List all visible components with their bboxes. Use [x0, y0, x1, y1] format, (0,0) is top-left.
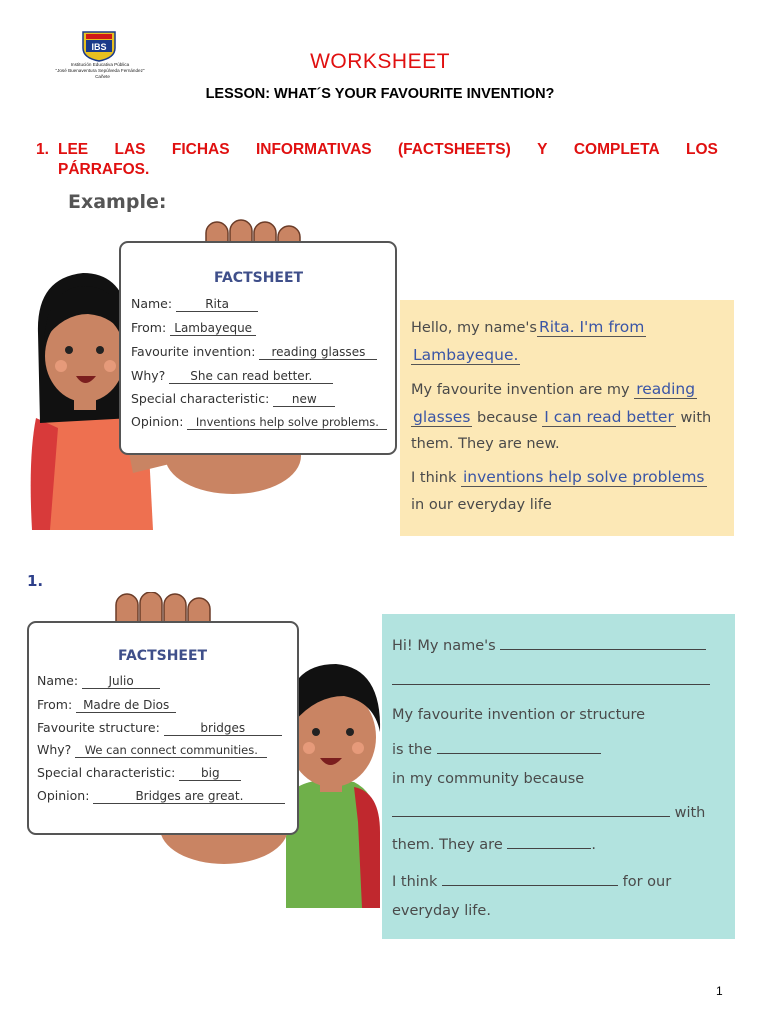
instruction-word: LAS — [114, 141, 146, 158]
exercise-line-3 — [392, 739, 601, 758]
school-name-line2: "José Buenaventura Sepúlveda Fernández" — [55, 68, 145, 73]
example-factsheet-title: FACTSHEET — [214, 270, 304, 286]
field-value: Madre de Dios — [76, 698, 176, 713]
exercise-factsheet-structure — [37, 720, 282, 736]
example-line-2 — [411, 346, 520, 364]
field-value: Rita — [176, 297, 258, 312]
field-value: Bridges are great. — [93, 789, 285, 804]
answer-blank[interactable] — [500, 635, 706, 650]
answer-blank[interactable] — [392, 802, 670, 817]
example-line-1 — [411, 318, 646, 336]
example-line-3 — [411, 380, 697, 398]
instruction-word: COMPLETA — [573, 141, 660, 158]
exercise-factsheet-title: FACTSHEET — [118, 648, 208, 664]
instruction-word: INFORMATIVAS — [255, 141, 372, 158]
answer-blank[interactable] — [437, 739, 601, 754]
instruction-line2: PÁRRAFOS. — [58, 161, 150, 178]
example-factsheet-why — [131, 368, 333, 384]
filled-answer: inventions help solve problems — [463, 468, 705, 486]
field-value: We can connect communities. — [75, 743, 267, 758]
filled-answer: reading — [636, 380, 696, 398]
exercise-line-5 — [392, 802, 705, 821]
example-factsheet-name — [131, 296, 258, 312]
field-value: Lambayeque — [170, 321, 256, 336]
exercise-line-8: everyday life. — [392, 903, 491, 919]
exercise-line-6 — [392, 834, 596, 853]
example-factsheet-from — [131, 320, 256, 336]
worksheet-title: WORKSHEET — [310, 50, 450, 73]
field-label: Why? — [37, 742, 72, 757]
field-value: bridges — [164, 721, 282, 736]
answer-blank[interactable] — [442, 871, 618, 886]
instruction-word: (FACTSHEETS) — [397, 141, 511, 158]
exercise-number: 1. — [27, 572, 44, 590]
paragraph-text: for our — [622, 874, 672, 890]
filled-answer: Lambayeque. — [413, 346, 519, 364]
paragraph-text: I think — [411, 470, 457, 486]
exercise-factsheet-characteristic — [37, 765, 241, 781]
answer-blank[interactable] — [507, 834, 591, 849]
paragraph-text: I think — [392, 874, 438, 890]
exercise-line-2: My favourite invention or structure — [392, 707, 646, 723]
field-label: Opinion: — [131, 414, 184, 429]
field-label: Special characteristic: — [37, 765, 176, 780]
instruction-word: FICHAS — [171, 141, 230, 158]
instruction-number: 1. — [36, 141, 49, 158]
exercise-line-blank — [392, 670, 710, 689]
field-label: Special characteristic: — [131, 391, 270, 406]
field-value: She can read better. — [169, 369, 333, 384]
instruction-word: Y — [537, 141, 548, 158]
field-label: Opinion: — [37, 788, 90, 803]
field-label: Favourite invention: — [131, 344, 256, 359]
example-factsheet-invention — [131, 344, 377, 360]
exercise-line-4: in my community because — [392, 771, 585, 787]
paragraph-text: because — [477, 410, 538, 426]
example-factsheet-opinion — [131, 414, 387, 430]
field-label: From: — [131, 320, 167, 335]
example-line-4 — [411, 408, 711, 426]
exercise-factsheet-opinion — [37, 788, 285, 804]
exercise-factsheet-from — [37, 697, 176, 713]
field-value: big — [179, 766, 241, 781]
lesson-title: LESSON: WHAT´S YOUR FAVOURITE INVENTION? — [205, 86, 555, 102]
filled-answer: Rita. I'm from — [538, 318, 645, 336]
paragraph-text: with — [680, 410, 712, 426]
logo-text: IBS — [91, 42, 107, 52]
example-line-7: in our everyday life — [411, 497, 552, 513]
paragraph-text: My favourite invention are my — [411, 382, 630, 398]
field-value: Inventions help solve problems. — [187, 415, 387, 430]
exercise-factsheet-why — [37, 742, 267, 758]
instruction-line1 — [58, 140, 718, 160]
instruction-word: LOS — [686, 141, 718, 158]
paragraph-text: . — [591, 837, 596, 853]
paragraph-text: is the — [392, 742, 432, 758]
paragraph-text: Hello, my name's — [411, 320, 537, 336]
field-value: reading glasses — [259, 345, 377, 360]
field-value: Julio — [82, 674, 160, 689]
exercise-line-7 — [392, 871, 671, 890]
exercise-line-1 — [392, 635, 706, 654]
paragraph-text: them. They are — [392, 837, 503, 853]
instruction-word: LEE — [58, 141, 89, 158]
field-label: Favourite structure: — [37, 720, 160, 735]
paragraph-text: Hi! My name's — [392, 638, 496, 654]
field-label: Name: — [37, 673, 79, 688]
exercise-factsheet-name — [37, 673, 160, 689]
example-factsheet-characteristic — [131, 391, 335, 407]
field-label: Name: — [131, 296, 173, 311]
school-name-line1: Institución Educativa Pública — [70, 62, 130, 67]
answer-blank[interactable] — [392, 670, 710, 685]
example-heading: Example: — [68, 191, 167, 213]
school-location: Cañete — [95, 74, 110, 79]
field-value: new — [273, 392, 335, 407]
page-number: 1 — [716, 984, 723, 998]
field-label: Why? — [131, 368, 166, 383]
field-label: From: — [37, 697, 73, 712]
paragraph-text: with — [674, 805, 706, 821]
filled-answer: I can read better — [544, 408, 674, 426]
example-line-5: them. They are new. — [411, 436, 560, 452]
filled-answer: glasses — [413, 408, 471, 426]
example-line-6 — [411, 468, 707, 486]
